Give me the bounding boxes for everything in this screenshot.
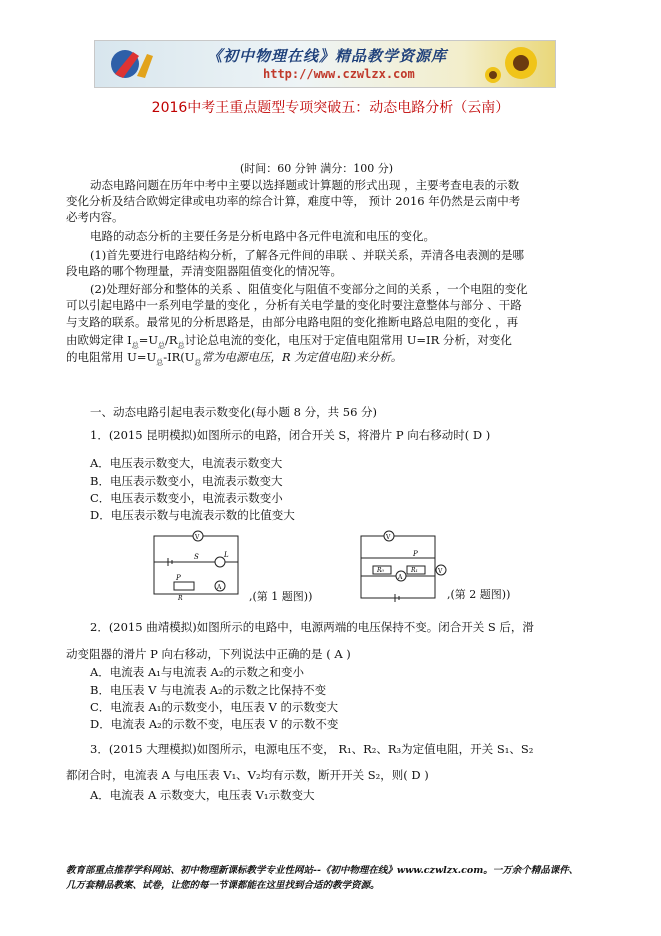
sub-total-2: 总 [158, 341, 166, 350]
fig2-caption: ,(第 2 题图)) [447, 588, 511, 601]
formula-mid: -IR(U [163, 350, 195, 364]
circuit-figure-2 [355, 530, 447, 604]
fig2-label-r0: R₀ [377, 567, 384, 574]
sub-total-4: 总 [156, 358, 164, 367]
formula-note: 常为电源电压，R 为定值电阻)来分析。 [201, 350, 403, 364]
fig2-label-v2: V [438, 568, 443, 575]
q1-stem: 1．(2015 昆明模拟)如图所示的电路，闭合开关 S，将滑片 P 向右移动时( D ) [90, 428, 491, 442]
formula-prefix: 的电阻常用 U=U [66, 350, 157, 364]
q3-stem-line2: 都闭合时，电流表 A 与电压表 V₁、V₂均有示数，断开开关 S₂，则( D ) [66, 768, 429, 782]
q1-option-c: C．电压表示数变小，电流表示数变小 [90, 491, 283, 505]
intro-p3-line2: 段电路的哪个物理量，弄清变阻器阻值变化的情况等。 [66, 264, 342, 278]
banner-title: 《初中物理在线》精品教学资源库 [207, 47, 448, 65]
sub-total-5: 总 [194, 358, 202, 367]
intro-p1-line3: 必考内容。 [66, 210, 124, 224]
page-title: 2016中考王重点题型专项突破五：动态电路分析（云南） [151, 100, 510, 116]
fig1-label-l: L [224, 551, 229, 559]
site-logo-icon [103, 46, 173, 82]
ohm-law-eq: =U [138, 333, 159, 347]
intro-p2: 电路的动态分析的主要任务是分析电路中各元件电流和电压的变化。 [90, 229, 435, 243]
intro-p4-line5 [66, 350, 402, 369]
fig2-label-a: A [398, 574, 403, 581]
ohm-law-prefix: 由欧姆定律 I [66, 333, 132, 347]
fig2-label-p: P [413, 550, 418, 558]
fig1-label-s: S [194, 553, 199, 561]
q3-stem-line1: 3．(2015 大理模拟)如图所示，电源电压不变， R₁、R₂、R₃为定值电阻，开关 S₁、S₂ [90, 742, 534, 756]
ohm-law-rest: 讨论总电流的变化，电压对于定值电阻常用 U=IR 分析，对变化 [184, 333, 512, 347]
banner-url[interactable]: http://www.czwlzx.com [263, 67, 415, 81]
intro-p3-line1: (1)首先要进行电路结构分析，了解各元件间的串联 、并联关系，弄清各电表测的是哪 [90, 248, 524, 262]
footer-line2: 几万套精品教案、试卷，让您的每一节课都能在这里找到合适的教学资源。 [66, 880, 380, 891]
q2-option-c: C．电流表 A₁的示数变小，电压表 V 的示数变大 [90, 700, 338, 714]
intro-p4-line3: 与支路的联系。最常见的分析思路是，由部分电路电阻的变化推断电路总电阻的变化 ，再 [66, 315, 519, 329]
q3-option-a: A．电流表 A 示数变大，电压表 V₁示数变大 [90, 788, 315, 802]
q2-option-b: B．电压表 V 与电流表 A₂的示数之比保持不变 [90, 683, 327, 697]
circuit-figure-1 [148, 528, 248, 606]
fig2-label-r1: R₁ [411, 567, 418, 574]
fig1-label-v: V [195, 534, 200, 541]
ohm-law-r: /R [165, 333, 178, 347]
q1-option-b: B．电压表示数变小，电流表示数变大 [90, 474, 283, 488]
intro-p1-line1: 动态电路问题在历年中考中主要以选择题或计算题的形式出现 ，主要考查电表的示数 [90, 178, 520, 192]
section-heading: 一、动态电路引起电表示数变化(每小题 8 分，共 56 分) [90, 405, 378, 419]
intro-p4-line2: 可以引起电路中一系列电学量的变化 ，分析有关电学量的变化时要注意整体与部分 、干路 [66, 298, 522, 312]
q2-stem-line2: 动变阻器的滑片 P 向右移动，下列说法中正确的是 ( A ) [66, 647, 351, 661]
site-banner [94, 40, 556, 88]
q1-option-a: A．电压表示数变大，电流表示数变大 [90, 456, 283, 470]
footer-line1: 教育部重点推荐学科网站、初中物理新课标教学专业性网站--《初中物理在线》www.czwlzx.com。一万余个精品课件、 [66, 865, 579, 876]
sunflower-icon [481, 43, 551, 85]
fig1-label-p: P [176, 574, 181, 582]
time-score-line: (时间：60 分钟 满分：100 分) [240, 162, 394, 175]
q2-option-d: D．电流表 A₂的示数不变，电压表 V 的示数不变 [90, 717, 339, 731]
fig1-label-r: R [178, 595, 183, 602]
intro-p4-line1: (2)处理好部分和整体的关系 、阻值变化与阻值不变部分之间的关系 ，一个电阻的变化 [90, 282, 528, 296]
sub-total-1: 总 [131, 341, 139, 350]
intro-p1-line2: 变化分析及结合欧姆定律或电功率的综合计算，难度中等， 预计 2016 年仍然是云南中考 [66, 194, 521, 208]
q2-stem-line1: 2．(2015 曲靖模拟)如图所示的电路中，电源两端的电压保持不变。闭合开关 S 后，滑 [90, 620, 534, 634]
fig1-caption: ,(第 1 题图)) [249, 590, 313, 603]
fig1-label-a: A [217, 584, 222, 591]
sub-total-3: 总 [177, 341, 185, 350]
q1-option-d: D．电压表示数与电流表示数的比值变大 [90, 508, 295, 522]
q2-option-a: A．电流表 A₁与电流表 A₂的示数之和变小 [90, 665, 304, 679]
fig2-label-v1: V [386, 534, 391, 541]
